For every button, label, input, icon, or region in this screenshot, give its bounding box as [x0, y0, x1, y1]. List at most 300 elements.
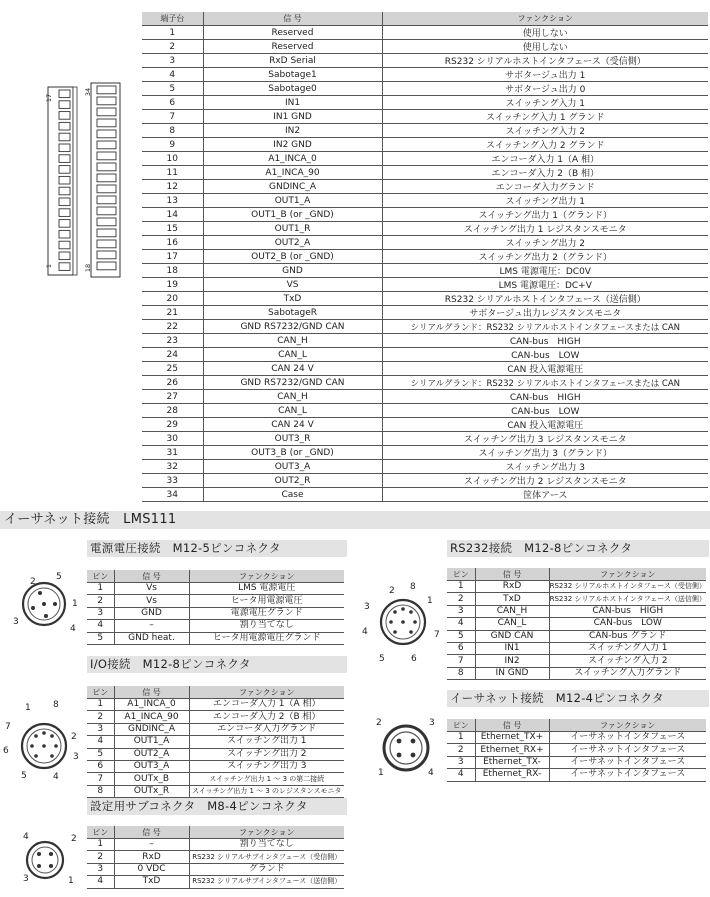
power-pin-label: 3 [13, 617, 19, 627]
function-cell: 割り当てなし [189, 839, 344, 851]
header-pin: ピン [447, 719, 475, 732]
terminal-label-1: 1 [45, 263, 54, 269]
table-row [142, 82, 708, 96]
table-row [142, 180, 708, 194]
pin-cell: 3 [457, 605, 464, 616]
pin-cell: 1 [457, 581, 464, 592]
sub-pin-label: 3 [23, 874, 29, 884]
terminal-label-17: 17 [45, 93, 54, 103]
table-row [142, 222, 708, 236]
signal-cell: GND [114, 607, 189, 619]
sub-pin-label: 1 [68, 876, 74, 886]
terminal-cell: 1 [169, 27, 176, 38]
table-row [87, 839, 344, 851]
terminal-slot [59, 90, 70, 98]
table-row [87, 863, 344, 875]
function-cell: イーサネットインタフェース [549, 756, 706, 768]
signal-cell: GNDINC_A [203, 180, 382, 194]
signal-cell: TxD [203, 292, 382, 306]
terminal-slot [59, 176, 70, 184]
function-cell: スイッチング入力グランド [549, 667, 706, 679]
terminal-slot [97, 141, 116, 149]
pin-cell: 1 [97, 699, 104, 710]
function-cell: RS232 シリアルサブインタフェース（送信側） [189, 876, 344, 888]
pin-cell: 3 [457, 756, 464, 767]
function-cell: CAN-bus LOW [549, 618, 706, 630]
table-row [447, 744, 706, 756]
table-row [447, 655, 706, 667]
signal-cell: GND CAN [475, 630, 549, 642]
signal-cell: – [114, 839, 189, 851]
terminal-cell: 2 [169, 41, 176, 52]
signal-cell: Vs [114, 595, 189, 607]
terminal-cell: 25 [166, 363, 178, 374]
terminal-slot [59, 112, 70, 120]
table-row [142, 40, 708, 54]
header-signal: 信 号 [114, 686, 189, 699]
rs232-pin-label: 8 [410, 582, 416, 592]
rs232-pin-label: 6 [411, 654, 417, 664]
table-row [142, 376, 708, 390]
ether-connector-diagram [370, 716, 442, 782]
header-pin: ピン [87, 686, 114, 699]
signal-cell: SabotageR [203, 306, 382, 320]
function-cell: RS232 シリアルホストインタフェース（送信側） [382, 292, 708, 306]
rs232-pin-label: 1 [427, 596, 433, 606]
power-section-title: 電源電圧接続 M12-5ピンコネクタ [87, 540, 347, 557]
sub-connector-diagram [5, 832, 85, 892]
signal-cell: OUT2_R [203, 474, 382, 488]
signal-cell: 0 VDC [114, 863, 189, 875]
io-pin-label: 1 [25, 703, 31, 713]
table-row [447, 642, 706, 654]
terminal-slot [59, 144, 70, 152]
signal-cell: OUT1_A [114, 736, 189, 748]
signal-cell: OUT2_B (or _GND) [203, 250, 382, 264]
signal-cell: RxD [475, 581, 549, 593]
terminal-cell: 11 [166, 167, 178, 178]
table-row [142, 404, 708, 418]
terminal-block-diagram [47, 82, 121, 278]
signal-cell: Ethernet_TX- [475, 756, 549, 768]
terminal-slot [97, 229, 116, 237]
ether-section-title: イーサネット接続 M12-4ピンコネクタ [447, 690, 709, 707]
signal-cell: CAN 24 V [203, 362, 382, 376]
table-row [87, 595, 344, 607]
pin-cell: 6 [457, 643, 464, 654]
function-cell: スイッチング入力 2 [382, 124, 708, 138]
function-cell: ヒータ用電源電圧 [189, 595, 344, 607]
power-pin-label: 2 [30, 577, 36, 587]
function-cell: スイッチング出力 1 [382, 194, 708, 208]
signal-cell: IN GND [475, 667, 549, 679]
terminal-cell: 12 [166, 181, 178, 192]
terminal-cell: 17 [166, 251, 178, 262]
signal-cell: A1_INCA_90 [203, 166, 382, 180]
pin-cell: 2 [97, 851, 104, 862]
function-cell: イーサネットインタフェース [549, 744, 706, 756]
table-row [142, 138, 708, 152]
pin-cell: 4 [457, 618, 464, 629]
terminal-slot [97, 163, 116, 171]
function-cell: グランド [189, 863, 344, 875]
function-cell: RS232 シリアルホストインタフェース（受信側） [382, 54, 708, 68]
rs232-connector-diagram [362, 578, 444, 670]
table-row [87, 876, 344, 888]
signal-cell: CAN 24 V [203, 418, 382, 432]
terminal-cell: 4 [169, 69, 176, 80]
pin-cell: 5 [457, 630, 464, 641]
sub-pin-label: 4 [23, 832, 29, 842]
io-pin-label: 3 [73, 752, 79, 762]
header-pin: ピン [447, 568, 475, 581]
signal-cell: Vs [114, 583, 189, 595]
header-function: ファンクション [382, 12, 708, 26]
table-row [87, 711, 344, 723]
rs232-section-title: RS232接続 M12-8ピンコネクタ [447, 540, 709, 557]
function-cell: イーサネットインタフェース [549, 769, 706, 781]
function-cell: スイッチング出力 3 [189, 760, 344, 772]
terminal-slot [59, 166, 70, 174]
signal-cell: RxD [114, 851, 189, 863]
table-row [142, 278, 708, 292]
io-section-title: I/O接続 M12-8ピンコネクタ [87, 656, 347, 673]
terminal-slot [59, 252, 70, 260]
io-pin-label: 7 [5, 722, 11, 732]
function-cell: スイッチング出力 2 レジスタンスモニタ [382, 474, 708, 488]
table-row [142, 96, 708, 110]
table-row [447, 667, 706, 679]
function-cell: スイッチング出力 2 [382, 236, 708, 250]
table-row [87, 748, 344, 760]
header-signal: 信 号 [114, 826, 189, 839]
signal-cell: TxD [114, 876, 189, 888]
table-row [142, 418, 708, 432]
terminal-cell: 22 [166, 321, 178, 332]
terminal-cell: 16 [166, 237, 178, 248]
signal-cell: A1_INCA_0 [114, 699, 189, 711]
terminal-slot [97, 240, 116, 248]
signal-cell: VS [203, 278, 382, 292]
pin-cell: 2 [97, 595, 104, 606]
table-row [87, 620, 344, 632]
terminal-cell: 29 [166, 419, 178, 430]
table-row [87, 851, 344, 863]
function-cell: CAN-bus HIGH [549, 605, 706, 617]
signal-cell: IN1 GND [203, 110, 382, 124]
pin-cell: 8 [97, 785, 104, 796]
terminal-slot [59, 101, 70, 109]
terminal-slot [97, 174, 116, 182]
ether-pin-label: 3 [429, 718, 435, 728]
terminal-cell: 23 [166, 335, 178, 346]
function-cell: LMS 電源電圧：DC0V [382, 264, 708, 278]
table-row [142, 390, 708, 404]
table-row [142, 460, 708, 474]
terminal-slot [59, 187, 70, 195]
table-row [447, 581, 706, 593]
power-connector-diagram [4, 570, 84, 634]
ether-pin-label: 1 [378, 768, 384, 778]
signal-cell: CAN_H [475, 605, 549, 617]
pin-cell: 4 [97, 876, 104, 887]
signal-cell: CAN_H [203, 390, 382, 404]
io-pin-label: 2 [71, 732, 77, 742]
function-cell: スイッチング出力 1 [189, 736, 344, 748]
function-cell: スイッチング出力 1 ～ 3 のレジスタンスモニタ [189, 785, 344, 797]
io-pin-label: 4 [53, 772, 59, 782]
table-row [142, 236, 708, 250]
terminal-cell: 13 [166, 195, 178, 206]
signal-cell: GND [203, 264, 382, 278]
table-row [142, 250, 708, 264]
terminal-slot [97, 185, 116, 193]
table-row [87, 785, 344, 797]
pin-cell: 1 [97, 839, 104, 850]
table-row [142, 474, 708, 488]
header-function: ファンクション [189, 826, 344, 839]
pin-cell: 2 [457, 744, 464, 755]
pin-cell: 1 [97, 583, 104, 594]
terminal-cell: 9 [169, 139, 176, 150]
function-cell: スイッチング出力 3 [382, 460, 708, 474]
header-signal: 信 号 [203, 12, 382, 26]
signal-cell: TxD [475, 593, 549, 605]
terminal-cell: 33 [166, 475, 178, 486]
pin-cell: 4 [457, 769, 464, 780]
sub-pin-label: 2 [71, 834, 77, 844]
header-signal: 信 号 [475, 568, 549, 581]
function-cell: LMS 電源電圧：DC+V [382, 278, 708, 292]
table-row [447, 756, 706, 768]
power-pin-label: 5 [56, 572, 62, 582]
terminal-cell: 20 [166, 293, 178, 304]
signal-cell: CAN_H [203, 334, 382, 348]
pin-cell: 4 [97, 736, 104, 747]
terminal-slot [97, 119, 116, 127]
terminal-slot [59, 122, 70, 130]
function-cell: イーサネットインタフェース [549, 732, 706, 744]
signal-cell: OUT3_A [203, 460, 382, 474]
function-cell: スイッチング入力 1 グランド [382, 110, 708, 124]
signal-cell: GND RS7232/GND CAN [203, 376, 382, 390]
header-signal: 信 号 [114, 570, 189, 583]
signal-cell: IN1 [475, 642, 549, 654]
signal-cell: OUT1_A [203, 194, 382, 208]
function-cell: CAN-bus HIGH [382, 390, 708, 404]
terminal-cell: 26 [166, 377, 178, 388]
table-row [142, 208, 708, 222]
terminal-slot [97, 152, 116, 160]
terminal-slot [97, 97, 116, 105]
signal-cell: Ethernet_TX+ [475, 732, 549, 744]
terminal-cell: 34 [166, 489, 178, 500]
function-cell: ヒータ用電源電圧グランド [189, 632, 344, 644]
terminal-cell: 15 [166, 223, 178, 234]
terminal-slot [97, 86, 116, 94]
table-row [142, 166, 708, 180]
table-row [142, 362, 708, 376]
signal-cell: IN2 GND [203, 138, 382, 152]
terminal-cell: 6 [169, 97, 176, 108]
pin-cell: 3 [97, 863, 104, 874]
table-row [142, 292, 708, 306]
terminal-slot [59, 133, 70, 141]
terminal-slot [97, 207, 116, 215]
pin-cell: 5 [97, 632, 104, 643]
signal-cell: OUT3_R [203, 432, 382, 446]
pin-cell: 7 [97, 773, 104, 784]
function-cell: スイッチング出力 2（グランド） [382, 250, 708, 264]
signal-cell: Sabotage0 [203, 82, 382, 96]
function-cell: CAN-bus LOW [382, 404, 708, 418]
table-row [142, 264, 708, 278]
signal-cell: CAN_L [203, 404, 382, 418]
signal-cell: Case [203, 488, 382, 502]
function-cell: CAN 投入電源電圧 [382, 362, 708, 376]
table-row [87, 607, 344, 619]
function-cell: RS232 シリアルサブインタフェース（受信側） [189, 851, 344, 863]
rs232-pin-label: 3 [364, 602, 370, 612]
signal-cell: A1_INCA_90 [114, 711, 189, 723]
table-row [142, 306, 708, 320]
rs232-pin-label: 4 [362, 627, 368, 637]
function-cell: エンコーダ入力グランド [382, 180, 708, 194]
signal-cell: OUTx_R [114, 785, 189, 797]
rs232-pin-label: 5 [379, 654, 385, 664]
function-cell: エンコーダ入力グランド [189, 723, 344, 735]
signal-cell: – [114, 620, 189, 632]
ether-pin-label: 4 [428, 768, 434, 778]
terminal-slot [97, 251, 116, 259]
table-row [142, 152, 708, 166]
function-cell: 使用しない [382, 26, 708, 40]
terminal-slot [97, 108, 116, 116]
signal-cell: OUT2_A [203, 236, 382, 250]
ether-pin-table [447, 719, 706, 782]
rs232-pin-label: 2 [389, 586, 395, 596]
signal-cell: GND heat. [114, 632, 189, 644]
signal-cell: GND RS7232/GND CAN [203, 320, 382, 334]
terminal-cell: 8 [169, 125, 176, 136]
function-cell: スイッチング入力 1 [549, 642, 706, 654]
table-row [142, 446, 708, 460]
terminal-cell: 32 [166, 461, 178, 472]
signal-cell: IN1 [203, 96, 382, 110]
function-cell: スイッチング出力 2 [189, 748, 344, 760]
m12-8pin-connector-icon [362, 578, 444, 670]
table-row [142, 348, 708, 362]
signal-cell: Reserved [203, 40, 382, 54]
function-cell: CAN 投入電源電圧 [382, 418, 708, 432]
signal-cell: OUT1_B (or _GND) [203, 208, 382, 222]
terminal-slot [97, 218, 116, 226]
function-cell: CAN-bus HIGH [382, 334, 708, 348]
function-cell: サボタージュ出力 1 [382, 68, 708, 82]
terminal-slot [59, 209, 70, 217]
terminal-slot [59, 263, 70, 271]
signal-cell: OUTx_B [114, 773, 189, 785]
terminal-cell: 31 [166, 447, 178, 458]
ether-pin-label: 2 [376, 718, 382, 728]
function-cell: サボタージュ出力レジスタンスモニタ [382, 306, 708, 320]
signal-cell: OUT1_R [203, 222, 382, 236]
terminal-label-18: 18 [84, 263, 93, 273]
terminal-cell: 14 [166, 209, 178, 220]
table-row [87, 736, 344, 748]
terminal-block-drawing [47, 82, 121, 278]
function-cell: エンコーダ入力 1（A 相） [382, 152, 708, 166]
table-row [447, 630, 706, 642]
function-cell: スイッチング入力 2 グランド [382, 138, 708, 152]
io-pin-label: 5 [21, 771, 27, 781]
signal-cell: OUT2_A [114, 748, 189, 760]
signal-cell: OUT3_A [114, 760, 189, 772]
terminal-table [142, 12, 708, 502]
function-cell: 使用しない [382, 40, 708, 54]
function-cell: スイッチング出力 3 レジスタンスモニタ [382, 432, 708, 446]
header-signal: 信 号 [475, 719, 549, 732]
header-function: ファンクション [189, 686, 344, 699]
function-cell: RS232 シリアルホストインタフェース（送信側） [549, 593, 706, 605]
signal-cell: Reserved [203, 26, 382, 40]
terminal-cell: 19 [166, 279, 178, 290]
signal-cell: RxD Serial [203, 54, 382, 68]
io-connector-diagram [3, 700, 85, 782]
table-row [142, 54, 708, 68]
table-row [87, 773, 344, 785]
terminal-cell: 3 [169, 55, 176, 66]
terminal-slot [59, 198, 70, 206]
pin-cell: 2 [457, 593, 464, 604]
function-cell: RS232 シリアルホストインタフェース（受信側） [549, 581, 706, 593]
terminal-cell: 30 [166, 433, 178, 444]
function-cell: 電源電圧グランド [189, 607, 344, 619]
power-pin-table [87, 570, 344, 645]
function-cell: エンコーダ入力 1（A 相） [189, 699, 344, 711]
power-pin-label: 4 [70, 624, 76, 634]
terminal-slot [59, 220, 70, 228]
function-cell: エンコーダ入力 2（B 相） [189, 711, 344, 723]
table-row [447, 618, 706, 630]
table-row [87, 760, 344, 772]
signal-cell: A1_INCA_0 [203, 152, 382, 166]
ethernet-section-title [0, 511, 710, 529]
terminal-cell: 18 [166, 265, 178, 276]
pin-cell: 3 [97, 723, 104, 734]
table-row [142, 194, 708, 208]
function-cell: スイッチング入力 1 [382, 96, 708, 110]
sub-section-title: 設定用サブコネクタ M8-4ピンコネクタ [87, 798, 347, 815]
table-row [142, 68, 708, 82]
table-row [447, 605, 706, 617]
function-cell: スイッチング出力 1（グランド） [382, 208, 708, 222]
table-row [447, 769, 706, 781]
table-row [87, 583, 344, 595]
io-pin-label: 6 [3, 746, 9, 756]
io-pin-label: 8 [53, 700, 59, 710]
table-row [447, 732, 706, 744]
header-function: ファンクション [549, 719, 706, 732]
function-cell: サボタージュ出力 0 [382, 82, 708, 96]
terminal-cell: 24 [166, 349, 178, 360]
power-pin-label: 1 [72, 599, 78, 609]
header-function: ファンクション [549, 568, 706, 581]
table-row [87, 699, 344, 711]
table-row [142, 334, 708, 348]
header-function: ファンクション [189, 570, 344, 583]
function-cell: スイッチング出力 1 ～ 3 の第二接続 [189, 773, 344, 785]
